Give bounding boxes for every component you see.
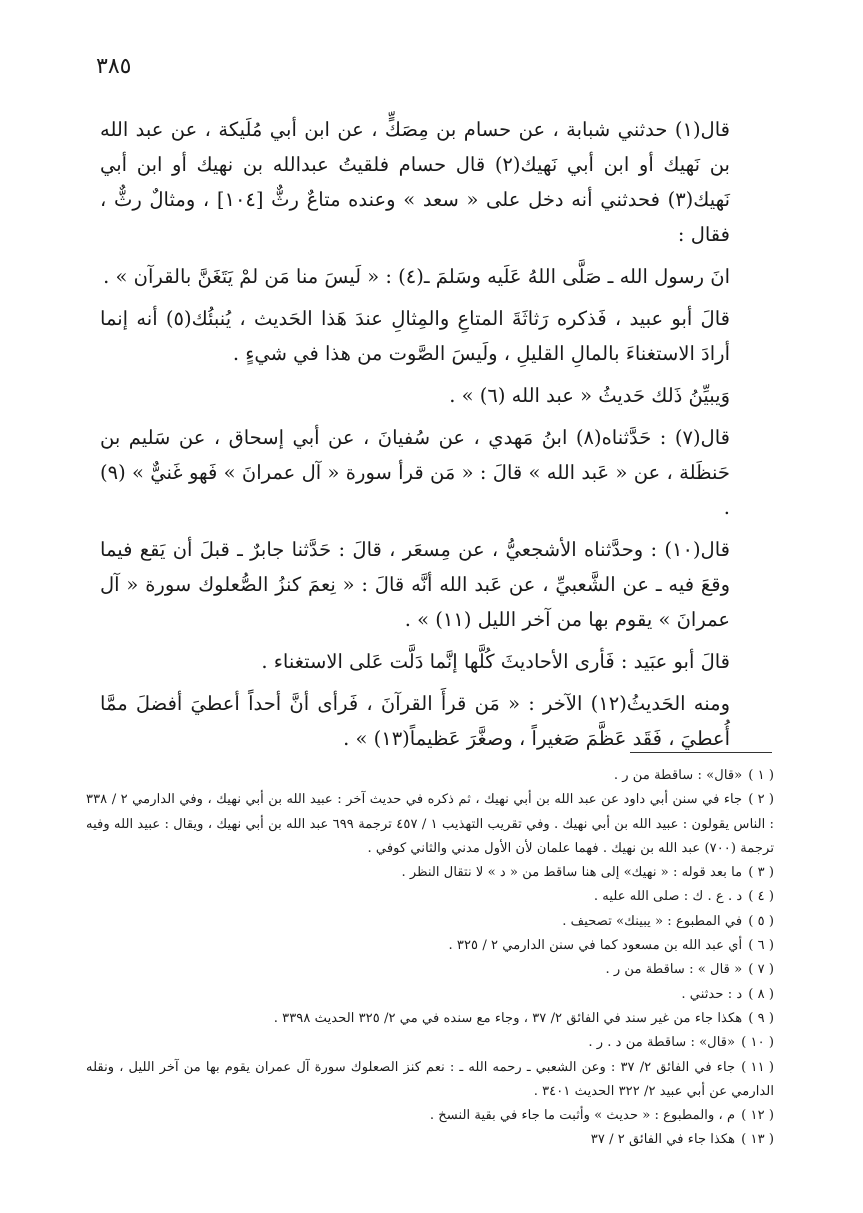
- footnote-text: هكذا جاء من غير سند في الفائق ٢/ ٣٧ ، وجاء مع سنده في مي ٢/ ٣٢٥ الحديث ٣٣٩٨ .: [273, 1010, 743, 1026]
- footnote-text: ما بعد قوله : « نهيك» إلى هنا ساقط من « د » لا نتقال النظر .: [401, 865, 743, 881]
- footnote-number: ( ٦ ): [748, 938, 774, 954]
- footnote-number: ( ٤ ): [748, 889, 774, 905]
- footnote-text: جاء في سنن أبي داود عن عبد الله بن أبي نهيك ، ثم ذكره في حديث آخر : عبيد الله بن أبي نهيك ، وفي الدارمي ٢ / ٣٣٨ : الناس يقولون : عبيد الله بن أبي نهيك . وفي تقريب التهذيب ١ / ٤٥٧ ترجمة ٦٩٩ عبد الله بن أبي نهيك ، ويقال : عبيد الله وفيه ترجمة (٧٠٠) عبد الله بن نهيك . فهما علمان لأن الأول مدني والثاني كوفي .: [86, 792, 774, 856]
- footnote-text: هكذا جاء في الفائق ٢ / ٣٧: [590, 1132, 736, 1148]
- paragraph: قالَ أبو عبيد ، فَذكره رَثاثَةَ المتاعِ والمِثالِ عندَ هَذا الحَديث ، يُنبئُك(٥) أنه إنما أرادَ الاستغناءَ بالمالِ القليلِ ، ولَيسَ الصَّوت من هذا في شيءٍ .: [100, 307, 730, 365]
- paragraph: ومنه الحَديثُ(١٢) الآخر : « مَن قرأَ القرآنَ ، فَرأى أنَّ أحداً أعطيَ أفضلَ ممَّا أُعطيَ ، فَقَد عَظَّمَ صَغيراً ، وصغَّرَ عَظيماً(١٣) » .: [100, 692, 730, 750]
- footnote-number: ( ٢ ): [748, 792, 774, 808]
- footnote: [86, 910, 774, 934]
- footnote: [86, 934, 774, 958]
- paragraph: قالَ أبو عبَيد : فَأرى الأحاديثَ كُلَّها إنَّما دَلَّت عَلى الاستغناء .: [261, 650, 730, 673]
- footnote: [86, 885, 774, 909]
- footnote-text: جاء في الفائق ٢/ ٣٧ : وعن الشعبي ـ رحمه الله ـ : نعم كنز الصعلوك سورة آل عمران يقوم بها من آخر الليل ، ونقله الدارمي عن أبي عبيد ٢/ ٣٢٢ الحديث ٣٤٠١ .: [86, 1059, 774, 1099]
- footnotes: [86, 764, 774, 1153]
- footnote-number: ( ١١ ): [741, 1059, 774, 1075]
- paragraph: قال(١) حدثني شبابة ، عن حسام بن مِصَكٍّ ، عن ابن أبي مُلَيكة ، عن عبد الله بن نَهيك أو ابن أبي نَهيك(٢) قال حسام فلقيتُ عبدالله بن نهيك أو ابن أبي نَهيك(٣) فحدثني أنه دخل على « سعد » وعنده متاعٌ رثٌّ [١٠٤] ، ومثالٌ رثٌّ ، فقال :: [100, 118, 731, 246]
- footnote-number: ( ٨ ): [748, 986, 774, 1002]
- footnote-number: ( ٩ ): [748, 1010, 774, 1026]
- footnote-text: «قال» : ساقطة من ر .: [613, 768, 743, 783]
- footnote-number: ( ٥ ): [748, 913, 774, 929]
- footnote: [86, 1128, 774, 1152]
- footnote-number: ( ٧ ): [748, 962, 774, 978]
- footnote-number: ( ١٠ ): [741, 1035, 774, 1051]
- footnote-text: «قال» : ساقطة من د . ر .: [588, 1035, 736, 1051]
- footnote-number: ( ٣ ): [748, 865, 774, 881]
- page-number: ٣٨٥: [96, 54, 132, 79]
- paragraph: قال(٧) : حَدَّثناه(٨) ابنُ مَهدي ، عن سُفيانَ ، عن أبي إسحاق ، عن سَليم بن حَنظَلة ، عن « عَبد الله » قالَ : « مَن قرأ سورة « آل عمرانَ » فَهو غَنيٌّ » (٩) .: [100, 426, 730, 519]
- footnote-number: ( ١ ): [748, 768, 774, 783]
- footnote: [86, 861, 774, 885]
- footnote-text: في المطبوع : « يبينك» تصحيف .: [562, 913, 743, 929]
- footnote-text: « قال » : ساقطة من ر .: [605, 962, 743, 978]
- footnote: [86, 1104, 774, 1128]
- footnote-text: د : حدثني .: [681, 986, 743, 1002]
- footnote-text: د . ع . ك : صلى الله عليه .: [593, 889, 743, 905]
- paragraph: وَيبيِّنُ ذَلك حَديثُ « عبد الله (٦) » .: [449, 384, 730, 407]
- footnote-number: ( ١٢ ): [741, 1108, 774, 1124]
- footnote: [86, 958, 774, 982]
- main-text: [100, 112, 730, 763]
- footnote: [86, 1007, 774, 1031]
- footnote-number: ( ١٣ ): [741, 1132, 774, 1148]
- footnote-separator: [630, 752, 772, 753]
- paragraph: انَ رسول الله ـ صَلَّى اللهُ عَلَيه وسَلمَ ـ(٤) : « لَيسَ منا مَن لمْ يَتَغَنَّ بالقرآن » .: [103, 265, 730, 288]
- footnote: [86, 1031, 774, 1055]
- footnote-text: أي عبد الله بن مسعود كما في سنن الدارمي ٢ / ٣٢٥ .: [448, 938, 743, 954]
- footnote: [86, 1056, 774, 1105]
- footnote: [86, 764, 774, 788]
- footnote: [86, 983, 774, 1007]
- footnote-text: م ، والمطبوع : « حديث » وأثبت ما جاء في بقية النسخ .: [429, 1108, 736, 1124]
- paragraph: قال(١٠) : وحدَّثناه الأشجعيُّ ، عن مِسعَر ، قالَ : حَدَّثنا جابرٌ ـ قبلَ أن يَقع فيما وقعَ فيه ـ عن الشَّعبيِّ ، عن عَبد الله أنَّه قالَ : « نِعمَ كنزُ الصُّعلوك سورة « آل عمرانَ » يقوم بها من آخر الليل (١١) » .: [100, 538, 730, 631]
- footnote: [86, 788, 774, 861]
